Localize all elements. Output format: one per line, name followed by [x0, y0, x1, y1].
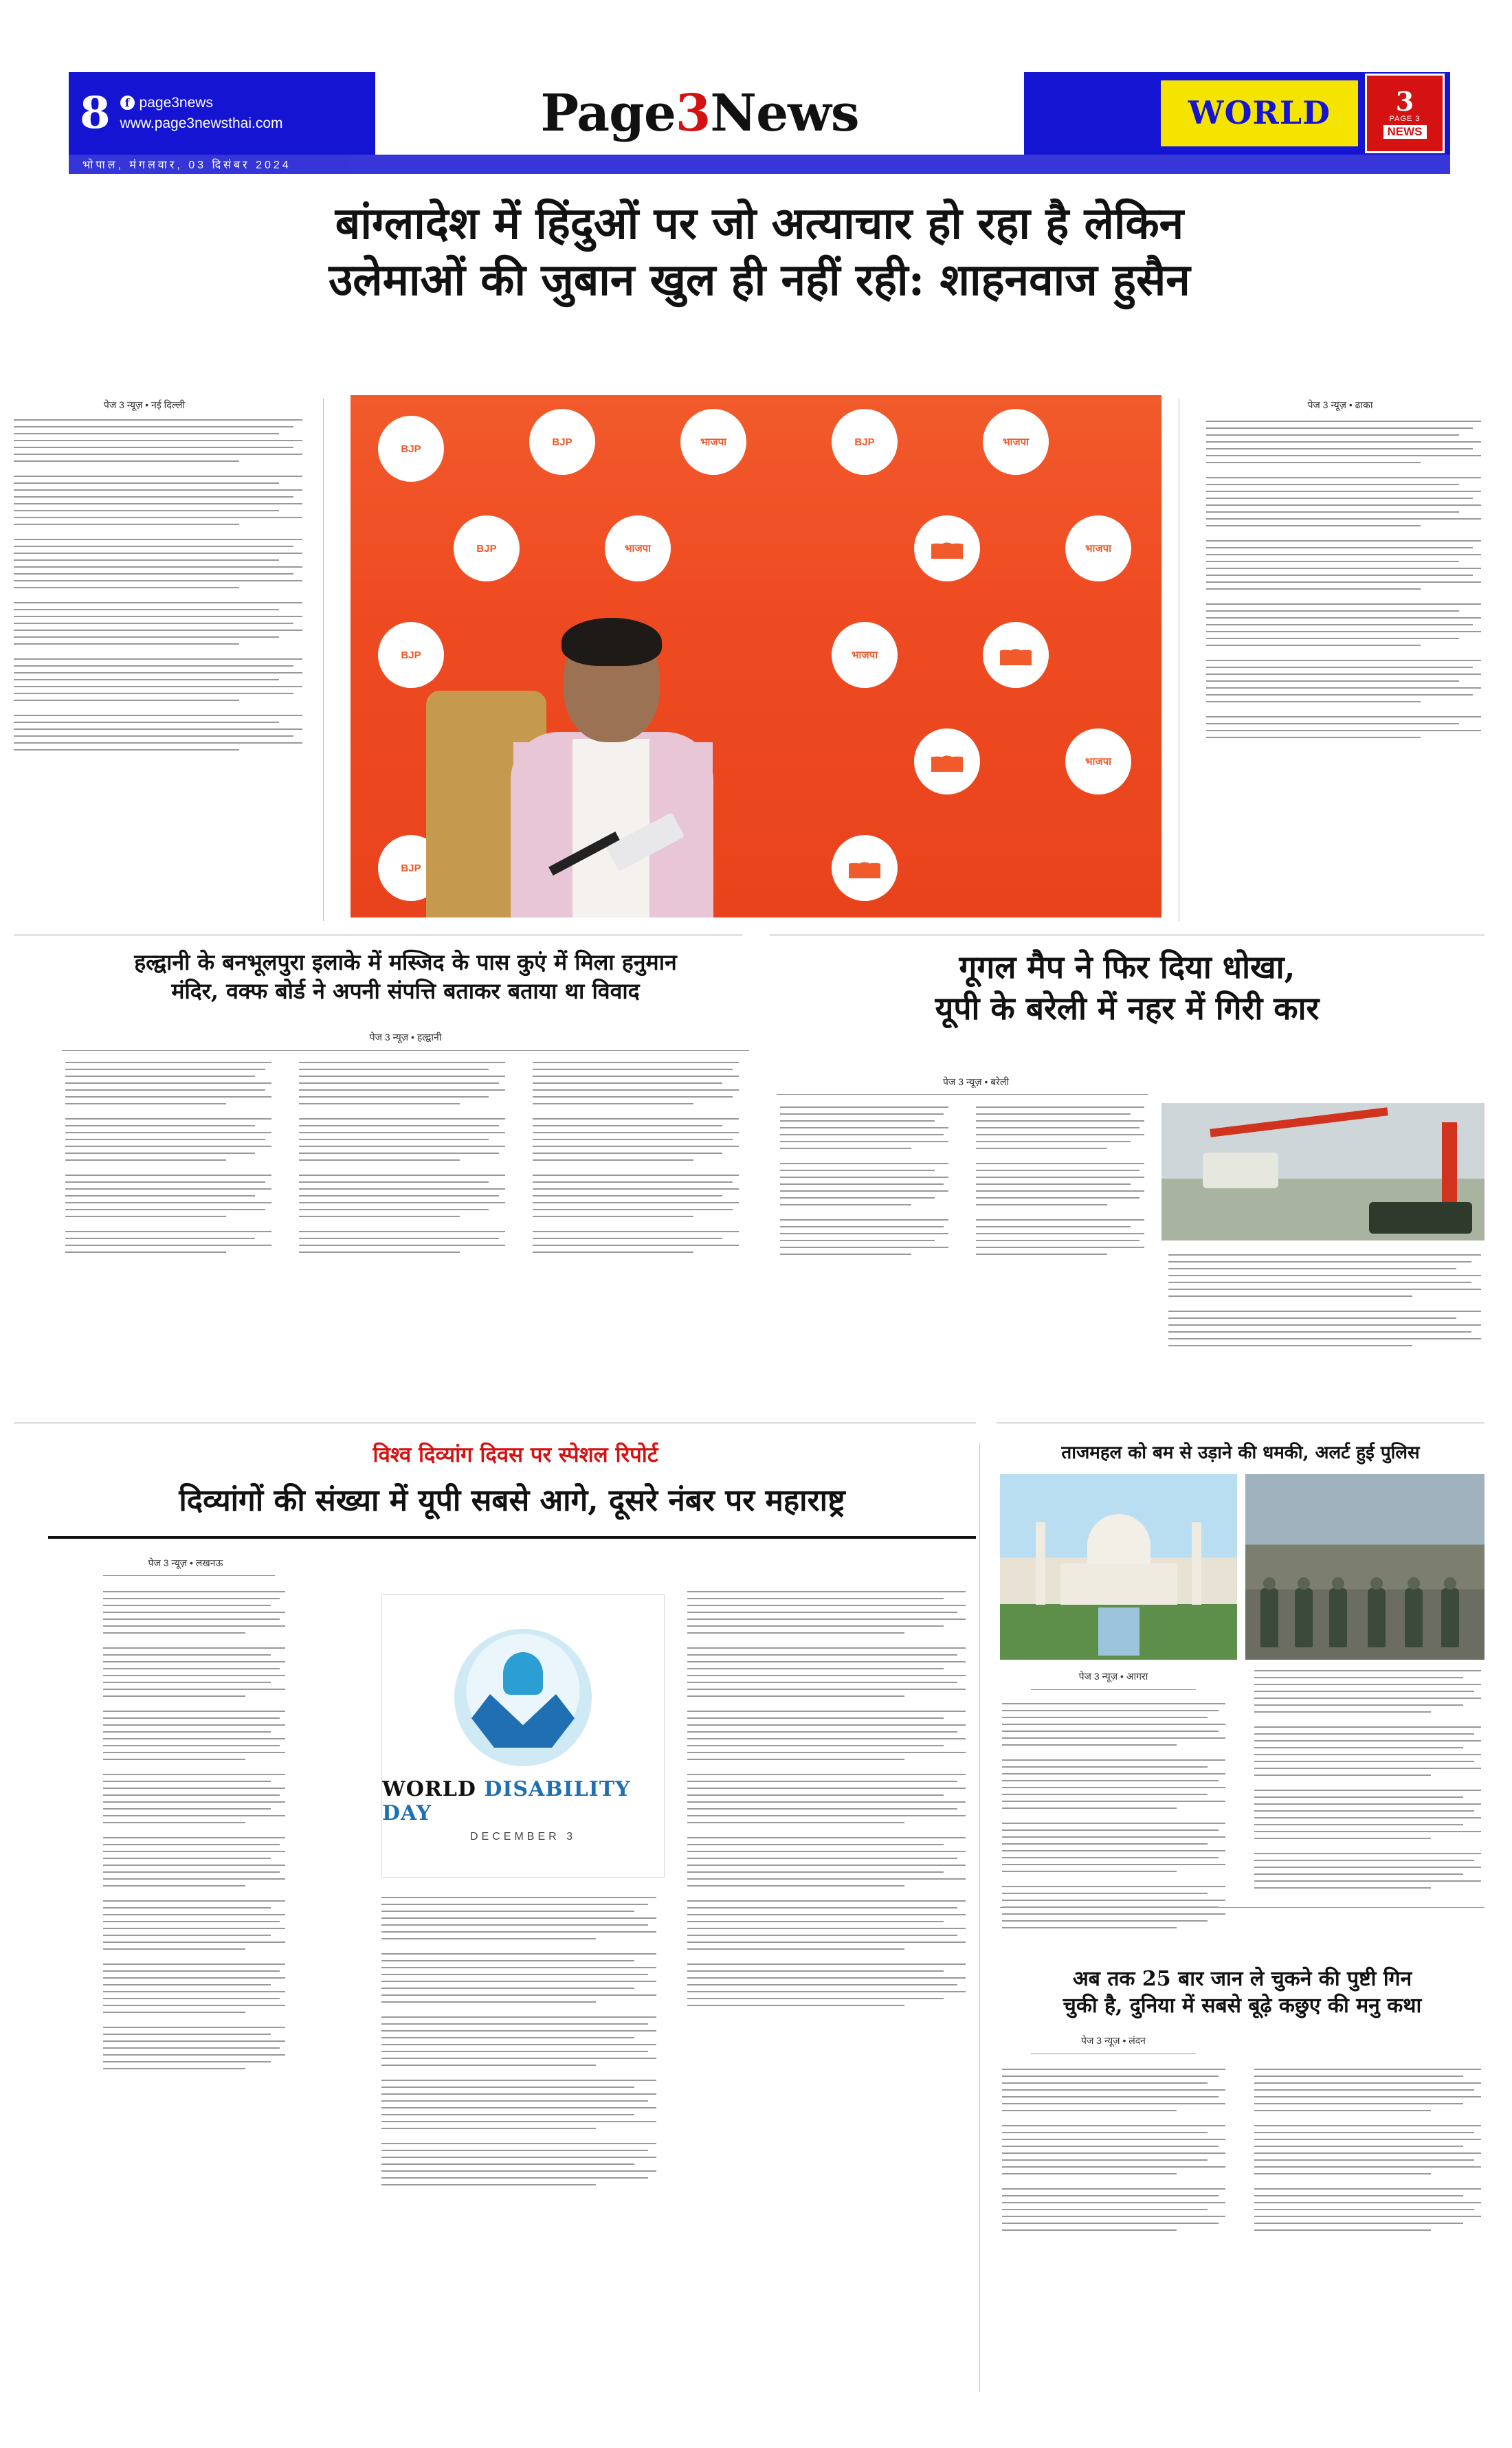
bjp-logo-icon: भाजपा	[1085, 543, 1111, 555]
lotus-icon	[931, 538, 963, 559]
masthead-social	[120, 93, 283, 135]
lead-left-body-text	[14, 419, 302, 928]
disability-headline: दिव्यांगों की संख्या में यूपी सबसे आगे, दूसरे नंबर पर महाराष्ट्र	[179, 1483, 845, 1518]
lotus-icon	[1000, 645, 1032, 665]
taj-mahal-photo	[1000, 1474, 1237, 1660]
tortoise-body-col-2	[1254, 2069, 1481, 2392]
taj-body-col-1	[1002, 1703, 1225, 2129]
tortoise-byline: पेज 3 न्यूज़ • लंदन	[1081, 2035, 1146, 2046]
corner-logo	[1365, 74, 1445, 153]
wdd-title-part-1: WORLD	[382, 1777, 485, 1801]
logo-part-2: 3	[675, 84, 711, 143]
bjp-logo-icon: भाजपा	[1003, 436, 1029, 448]
hands-icon	[471, 1694, 575, 1748]
waqf-body-col-3	[533, 1062, 739, 1392]
google-map-headline-line-2: यूपी के बरेली में नहर में गिरी कार	[935, 989, 1320, 1027]
bjp-logo-icon: भाजपा	[852, 649, 878, 661]
column-divider	[323, 399, 324, 921]
masthead-right	[1024, 72, 1450, 155]
google-map-body-col-1	[780, 1106, 948, 1395]
corner-logo-line2: NEWS	[1383, 125, 1427, 139]
lead-headline-line-2: उलेमाओं की जुबान खुल ही नहीं रही: शाहनवाज हुसैन	[329, 254, 1190, 306]
waqf-body-col-1	[65, 1062, 271, 1392]
taj-byline: पेज 3 न्यूज़ • आगरा	[1078, 1671, 1148, 1682]
lotus-icon	[849, 858, 880, 878]
disability-rule	[48, 1536, 976, 1539]
lead-headline-line-1: बांग्लादेश में हिंदुओं पर जो अत्याचार हो रहा है लेकिन	[335, 198, 1184, 249]
corner-logo-line1: PAGE 3	[1389, 114, 1421, 123]
tortoise-headline-line-2: चुकी है, दुनिया में सबसे बूढ़े कछुए की मनु कथा	[1063, 1994, 1422, 2018]
social-handle: page3news	[139, 94, 213, 111]
logo-part-1: Page	[540, 84, 676, 143]
tortoise-headline	[1000, 1966, 1485, 2019]
google-map-body-col-2	[976, 1106, 1144, 1395]
wdd-subtitle: DECEMBER 3	[469, 1831, 577, 1843]
section-divider	[1000, 1907, 1485, 1908]
waqf-headline	[62, 948, 749, 1005]
waqf-body-col-2	[299, 1062, 505, 1392]
disability-body-col-1	[103, 1591, 285, 2388]
waqf-byline: पेज 3 न्यूज़ • हल्द्वानी	[369, 1032, 442, 1043]
masthead-left	[69, 87, 375, 139]
facebook-icon: f	[120, 96, 135, 110]
lead-right-body-text	[1206, 421, 1481, 929]
bjp-logo-icon: BJP	[401, 443, 421, 455]
lead-left-byline: पेज 3 न्यूज़ • नई दिल्ली	[103, 399, 186, 410]
bjp-logo-icon: भाजपा	[1085, 756, 1111, 768]
dateline-bar: भोपाल, मंगलवार, 03 दिसंबर 2024	[69, 155, 1450, 174]
disability-byline-rule	[103, 1575, 275, 1576]
bjp-logo-icon: BJP	[401, 862, 421, 874]
column-divider	[979, 1443, 980, 2392]
bjp-logo-icon: BJP	[854, 436, 875, 448]
disability-logo-graphic	[454, 1629, 592, 1766]
tortoise-body-col-1	[1002, 2069, 1225, 2392]
disability-byline: पेज 3 न्यूज़ • लखनऊ	[148, 1557, 223, 1568]
person-shahnawaz-hussain	[498, 622, 725, 917]
bjp-logo-icon: BJP	[552, 436, 572, 448]
waqf-divider	[62, 1050, 749, 1051]
disability-kicker: विश्व दिव्यांग दिवस पर स्पेशल रिपोर्ट	[373, 1443, 658, 1467]
corner-logo-number: 3	[1395, 85, 1414, 117]
masthead	[69, 72, 1450, 155]
masthead-logo	[375, 72, 1024, 155]
tortoise-headline-line-1: अब तक 25 बार जान ले चुकने की पुष्टी गिन	[1072, 1967, 1412, 1991]
wheelchair-person-icon	[503, 1652, 543, 1695]
crane-canal-photo	[1161, 1103, 1485, 1240]
lead-right-byline: पेज 3 न्यूज़ • ढाका	[1307, 399, 1373, 410]
taj-headline: ताजमहल को बम से उड़ाने की धमकी, अलर्ट हुई पुलिस	[1061, 1443, 1420, 1463]
disability-body-col-3	[687, 1591, 966, 2388]
bjp-logo-icon: BJP	[476, 542, 497, 555]
taj-body-col-2	[1254, 1670, 1481, 2127]
taj-byline-rule	[1031, 1689, 1196, 1690]
google-map-byline: पेज 3 न्यूज़ • बरेली	[942, 1076, 1010, 1087]
security-personnel-photo	[1245, 1474, 1485, 1660]
waqf-headline-line-1: हल्द्वानी के बनभूलपुरा इलाके में मस्जिद के पास कुएं में मिला हनुमान	[134, 949, 677, 975]
wdd-title-part-2: DISABILITY DAY	[382, 1777, 631, 1825]
world-disability-day-logo	[381, 1594, 665, 1878]
bjp-logo-icon: भाजपा	[700, 436, 726, 448]
lead-photo-bjp-press-conference	[351, 395, 1161, 917]
website-url[interactable]: www.page3newsthai.com	[120, 115, 283, 131]
disability-body-col-2	[381, 1897, 656, 2388]
google-map-body-col-3	[1168, 1254, 1481, 1395]
bjp-logo-icon: भाजपा	[625, 543, 651, 555]
waqf-headline-line-2: मंदिर, वक्फ बोर्ड ने अपनी संपत्ति बताकर बताया था विवाद	[171, 977, 640, 1004]
page-number: 8	[80, 87, 111, 139]
lotus-icon	[931, 751, 963, 772]
google-map-headline	[770, 947, 1485, 1030]
google-map-headline-line-1: गूगल मैप ने फिर दिया धोखा,	[959, 948, 1296, 986]
bjp-logo-icon: BJP	[401, 649, 421, 661]
lead-headline	[76, 196, 1443, 309]
section-tab-world[interactable]: WORLD	[1161, 80, 1358, 146]
google-map-divider	[777, 1094, 1148, 1095]
logo-part-3: News	[710, 84, 859, 143]
